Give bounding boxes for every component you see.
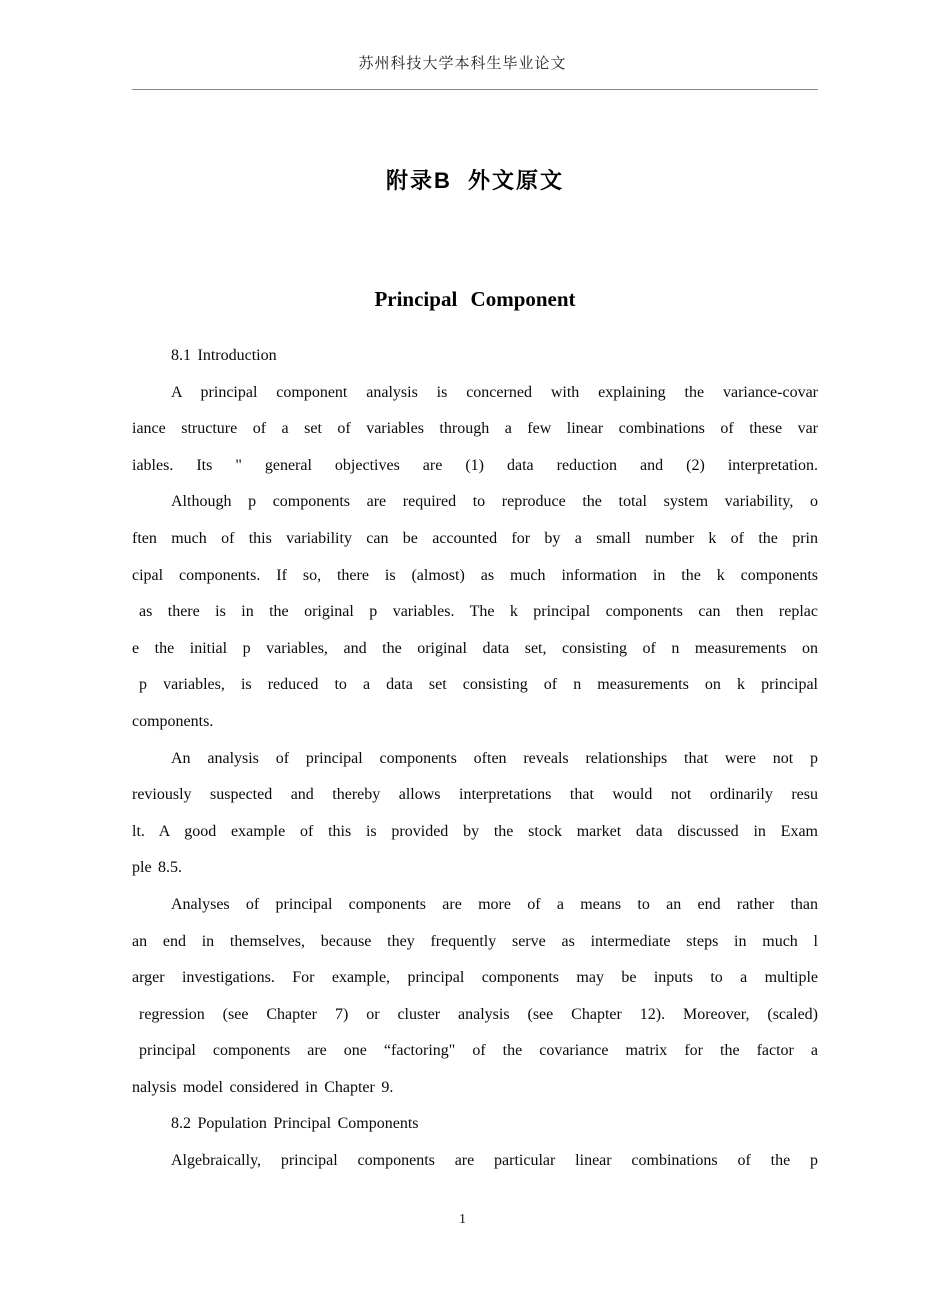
body-line: iance structure of a set of variables through a few linear combinations of these var bbox=[132, 420, 818, 438]
body-line: p variables, is reduced to a data set consisting of n measurements on k principal bbox=[139, 676, 818, 694]
body-line: Algebraically, principal components are particular linear combinations of the p bbox=[171, 1152, 818, 1170]
body-line: an end in themselves, because they frequently serve as intermediate steps in much l bbox=[132, 932, 818, 950]
body-line: Although p components are required to reproduce the total system variability, o bbox=[171, 493, 818, 511]
document-content bbox=[132, 164, 818, 1180]
section-heading-8-2: 8.2 Population Principal Components bbox=[171, 1115, 419, 1133]
article-title: Principal Component bbox=[374, 287, 576, 311]
running-header: 苏州科技大学本科生毕业论文 bbox=[358, 56, 567, 72]
body-line: as there is in the original p variables. The k principal components can then replac bbox=[139, 603, 818, 621]
body-line: e the initial p variables, and the original data set, consisting of n measurements on bbox=[132, 639, 818, 657]
page-number: 1 bbox=[459, 1212, 466, 1227]
body-line: iables. Its " general objectives are (1) data reduction and (2) interpretation. bbox=[132, 456, 818, 474]
appendix-title: 附录B 外文原文 bbox=[385, 168, 565, 193]
body-line: arger investigations. For example, principal components may be inputs to a multiple bbox=[132, 969, 818, 987]
section-heading-8-1: 8.1 Introduction bbox=[171, 347, 277, 364]
header-rule bbox=[132, 89, 818, 90]
body-line: ple 8.5. bbox=[132, 859, 183, 877]
body-line: principal components are one “factoring" of the covariance matrix for the factor a bbox=[139, 1042, 818, 1060]
body-line: regression (see Chapter 7) or cluster analysis (see Chapter 12). Moreover, (scaled) bbox=[139, 1005, 818, 1023]
body-line: lt. A good example of this is provided by the stock market data discussed in Exam bbox=[132, 822, 818, 840]
body-line: nalysis model considered in Chapter 9. bbox=[132, 1078, 394, 1096]
body-line: Analyses of principal components are more of a means to an end rather than bbox=[171, 895, 818, 913]
body-line: ften much of this variability can be accounted for by a small number k of the prin bbox=[132, 529, 818, 547]
body-line: components. bbox=[132, 712, 214, 730]
body-line: cipal components. If so, there is (almost) as much information in the k components bbox=[132, 566, 818, 584]
body-line: An analysis of principal components often reveals relationships that were not p bbox=[171, 749, 818, 767]
body-line: reviously suspected and thereby allows interpretations that would not ordinarily resu bbox=[132, 786, 818, 804]
body-line: A principal component analysis is concerned with explaining the variance-covar bbox=[171, 383, 818, 401]
document-body bbox=[132, 338, 818, 1180]
